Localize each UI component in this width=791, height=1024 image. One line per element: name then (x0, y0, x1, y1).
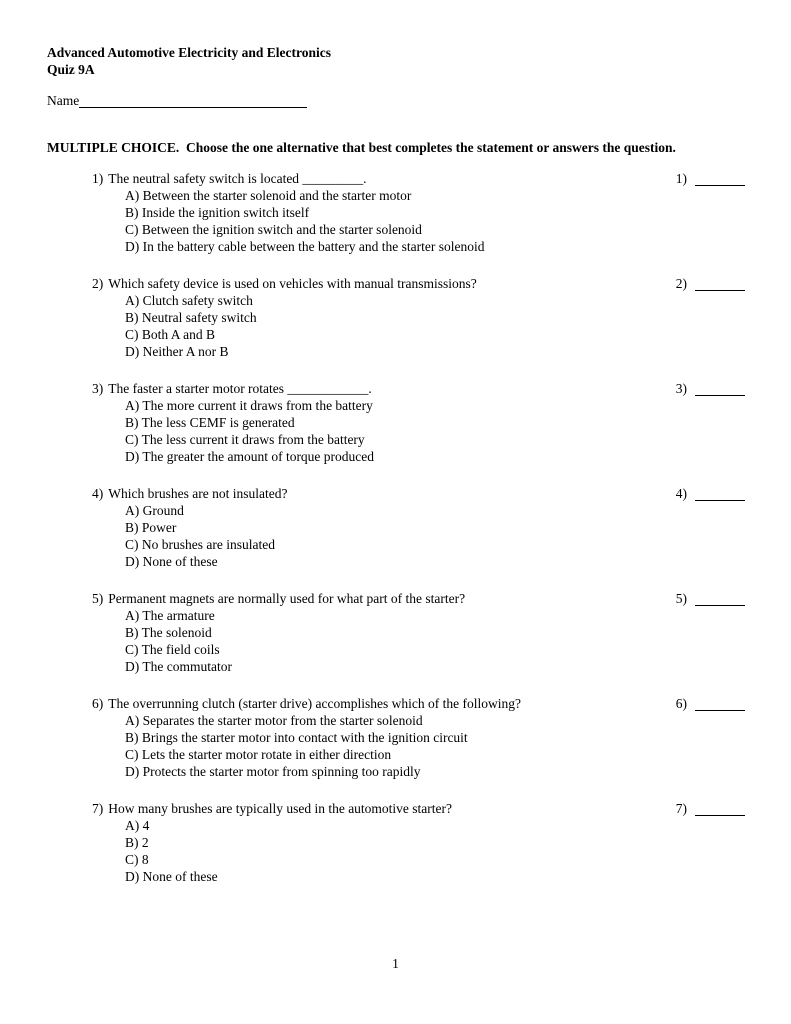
document-header (47, 44, 745, 78)
choice-item: C) Lets the starter motor rotate in either direction (125, 747, 392, 762)
answer-number: 4) (675, 486, 687, 501)
choice-item: D) None of these (125, 869, 218, 884)
choice-item: A) The more current it draws from the battery (125, 398, 373, 413)
question-block (47, 275, 745, 360)
answer-area (664, 380, 745, 397)
question-text: Which safety device is used on vehicles with manual transmissions? (108, 276, 477, 291)
instructions-heading: MULTIPLE CHOICE. (47, 140, 180, 155)
choice-item: D) In the battery cable between the battery and the starter solenoid (125, 239, 485, 254)
question-number: 4) (92, 486, 104, 501)
choice-item: D) Neither A nor B (125, 344, 229, 359)
choice-item: D) The greater the amount of torque produced (125, 449, 375, 464)
choice-item: A) Between the starter solenoid and the starter motor (125, 188, 412, 203)
question-block (47, 380, 745, 465)
question-line (47, 695, 745, 712)
question-text: How many brushes are typically used in the automotive starter? (108, 801, 453, 816)
question-text: Permanent magnets are normally used for what part of the starter? (108, 591, 466, 606)
question-line (47, 800, 745, 817)
question-text: The faster a starter motor rotates ____________. (108, 381, 372, 396)
choice-item: B) Power (125, 520, 177, 535)
choices-list (47, 607, 745, 675)
choice-item: D) Protects the starter motor from spinning too rapidly (125, 764, 421, 779)
choice-item: A) Separates the starter motor from the starter solenoid (125, 713, 423, 728)
course-title: Advanced Automotive Electricity and Electronics (47, 45, 331, 60)
answer-blank[interactable] (695, 395, 745, 396)
question-number: 1) (92, 171, 104, 186)
answer-blank[interactable] (695, 290, 745, 291)
choice-item: B) Inside the ignition switch itself (125, 205, 310, 220)
answer-blank[interactable] (695, 815, 745, 816)
choice-item: B) 2 (125, 835, 149, 850)
name-label: Name (47, 93, 80, 108)
choice-item: B) The solenoid (125, 625, 212, 640)
question-text: The overrunning clutch (starter drive) accomplishes which of the following? (108, 696, 521, 711)
choice-item: C) The field coils (125, 642, 220, 657)
answer-blank[interactable] (695, 500, 745, 501)
question-block (47, 170, 745, 255)
answer-number: 2) (675, 276, 687, 291)
question-block (47, 485, 745, 570)
questions-list (47, 170, 745, 885)
choice-item: B) The less CEMF is generated (125, 415, 295, 430)
choice-item: C) 8 (125, 852, 149, 867)
choice-item: A) The armature (125, 608, 215, 623)
choice-item: A) Ground (125, 503, 184, 518)
answer-number: 7) (675, 801, 687, 816)
choices-list (47, 397, 745, 465)
choice-item: C) The less current it draws from the battery (125, 432, 365, 447)
answer-area (664, 485, 745, 502)
answer-blank[interactable] (695, 710, 745, 711)
answer-area (664, 800, 745, 817)
answer-number: 6) (675, 696, 687, 711)
choice-item: D) None of these (125, 554, 218, 569)
choice-item: A) 4 (125, 818, 150, 833)
question-number: 6) (92, 696, 104, 711)
answer-blank[interactable] (695, 185, 745, 186)
question-line (47, 380, 745, 397)
choices-list (47, 502, 745, 570)
answer-area (664, 170, 745, 187)
question-line (47, 485, 745, 502)
name-row (47, 92, 745, 109)
question-block (47, 590, 745, 675)
question-number: 7) (92, 801, 104, 816)
answer-number: 1) (675, 171, 687, 186)
instructions-text: Choose the one alternative that best completes the statement or answers the question. (186, 140, 676, 155)
choice-item: B) Brings the starter motor into contact with the ignition circuit (125, 730, 468, 745)
answer-area (664, 695, 745, 712)
choice-item: C) Both A and B (125, 327, 216, 342)
question-text: The neutral safety switch is located _________. (108, 171, 367, 186)
question-line (47, 170, 745, 187)
choices-list (47, 187, 745, 255)
question-block (47, 695, 745, 780)
choices-list (47, 292, 745, 360)
question-line (47, 275, 745, 292)
question-number: 3) (92, 381, 104, 396)
question-block (47, 800, 745, 885)
choice-item: C) No brushes are insulated (125, 537, 275, 552)
choice-item: C) Between the ignition switch and the starter solenoid (125, 222, 422, 237)
name-blank[interactable] (79, 107, 307, 108)
choice-item: D) The commutator (125, 659, 232, 674)
question-text: Which brushes are not insulated? (108, 486, 288, 501)
question-number: 5) (92, 591, 104, 606)
answer-area (664, 275, 745, 292)
choice-item: B) Neutral safety switch (125, 310, 257, 325)
choice-item: A) Clutch safety switch (125, 293, 253, 308)
choices-list (47, 712, 745, 780)
choices-list (47, 817, 745, 885)
question-line (47, 590, 745, 607)
answer-number: 3) (675, 381, 687, 396)
page-number: 1 (392, 956, 399, 971)
question-number: 2) (92, 276, 104, 291)
answer-number: 5) (675, 591, 687, 606)
answer-blank[interactable] (695, 605, 745, 606)
instructions (47, 139, 745, 156)
quiz-title: Quiz 9A (47, 62, 95, 77)
answer-area (664, 590, 745, 607)
